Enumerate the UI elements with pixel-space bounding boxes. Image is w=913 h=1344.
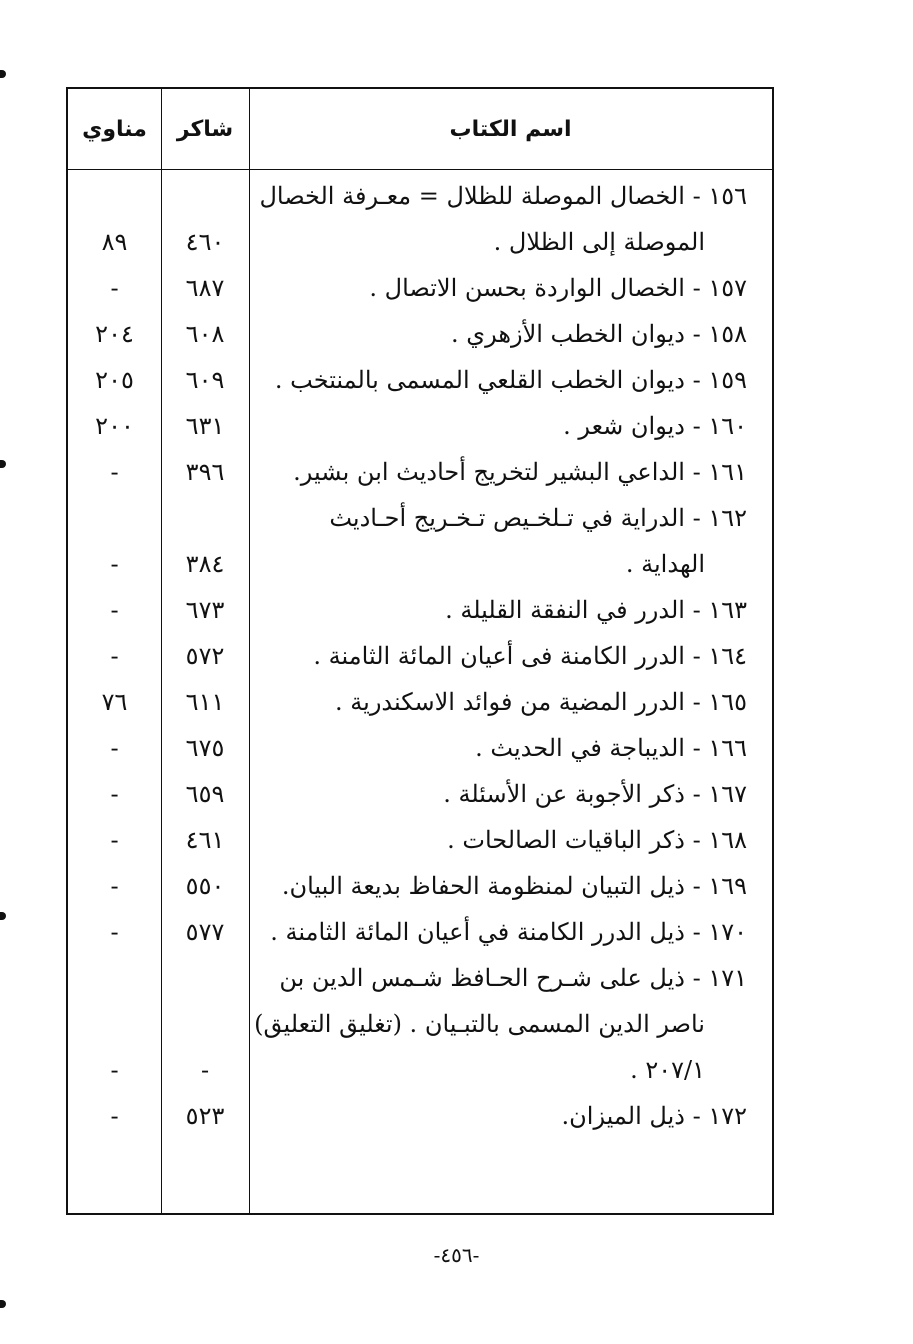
table-row bbox=[68, 173, 772, 219]
book-name-cell: ١٧١ - ذيل على شـرح الحـافظ شـمس الدين بن bbox=[279, 964, 747, 992]
shakir-cell: ٦٥٩ bbox=[185, 780, 225, 808]
manawi-cell: ٧٦ bbox=[101, 688, 128, 716]
shakir-cell: ٤٦٠ bbox=[185, 228, 225, 256]
manawi-cell: - bbox=[110, 1056, 119, 1084]
manawi-cell: - bbox=[110, 918, 119, 946]
table-row bbox=[68, 863, 772, 909]
book-name-cell: ١٦٢ - الدراية في تـلخـيص تـخـريج أحـاديث bbox=[329, 504, 747, 532]
header-manawi: مناوي bbox=[82, 116, 147, 142]
scan-edge-mark bbox=[0, 460, 6, 468]
table-row bbox=[68, 725, 772, 771]
shakir-cell bbox=[161, 173, 249, 219]
scan-edge-mark bbox=[0, 70, 6, 78]
manawi-cell: - bbox=[110, 642, 119, 670]
shakir-cell bbox=[161, 1001, 249, 1047]
table-row bbox=[68, 357, 772, 403]
table-row bbox=[68, 449, 772, 495]
shakir-cell: ٥٧٢ bbox=[185, 642, 225, 670]
manawi-cell: ٢٠٥ bbox=[95, 366, 134, 394]
manawi-cell: ٢٠٤ bbox=[95, 320, 134, 348]
table-row bbox=[68, 1047, 772, 1093]
table-row bbox=[68, 265, 772, 311]
table-row bbox=[68, 955, 772, 1001]
shakir-cell: ٣٩٦ bbox=[185, 458, 225, 486]
book-name-cell: الموصلة إلى الظلال . bbox=[493, 228, 705, 256]
shakir-cell: ٦٠٨ bbox=[185, 320, 225, 348]
book-name-cell: ١٦٥ - الدرر المضية من فوائد الاسكندرية . bbox=[335, 688, 747, 716]
table-row bbox=[68, 771, 772, 817]
table-row bbox=[68, 403, 772, 449]
book-name-cell: ١٥٧ - الخصال الواردة بحسن الاتصال . bbox=[369, 274, 747, 302]
shakir-cell: - bbox=[200, 1056, 210, 1084]
shakir-cell: ٥٢٣ bbox=[185, 1102, 225, 1130]
header-shakir: شاكر bbox=[176, 116, 234, 142]
manawi-cell bbox=[68, 955, 161, 1001]
book-name-cell: الهداية . bbox=[625, 550, 705, 578]
books-table bbox=[66, 87, 774, 1215]
table-row bbox=[68, 541, 772, 587]
book-name-cell: ١٦٤ - الدرر الكامنة فى أعيان المائة الثامنة . bbox=[313, 642, 747, 670]
shakir-cell: ٤٦١ bbox=[185, 826, 225, 854]
header-book-name: اسم الكتاب bbox=[449, 116, 572, 142]
book-name-cell: ١٦٩ - ذيل التبيان لمنظومة الحفاظ بديعة البيان. bbox=[281, 872, 747, 900]
manawi-cell: - bbox=[110, 872, 119, 900]
shakir-cell: ٦٧٥ bbox=[185, 734, 225, 762]
book-name-cell: ١٦٠ - ديوان شعر . bbox=[563, 412, 747, 440]
manawi-cell: - bbox=[110, 734, 119, 762]
book-name-cell: ٢٠٧/١ . bbox=[630, 1056, 705, 1084]
page-number: -٤٥٦- bbox=[433, 1243, 480, 1267]
shakir-cell bbox=[161, 955, 249, 1001]
table-row bbox=[68, 495, 772, 541]
manawi-cell bbox=[68, 173, 161, 219]
shakir-cell bbox=[161, 495, 249, 541]
table-row bbox=[68, 679, 772, 725]
manawi-cell: - bbox=[110, 596, 119, 624]
book-name-cell: ١٦٦ - الديباجة في الحديث . bbox=[475, 734, 747, 762]
manawi-cell: - bbox=[110, 780, 119, 808]
book-name-cell: ١٧٠ - ذيل الدرر الكامنة في أعيان المائة الثامنة . bbox=[270, 918, 747, 946]
manawi-cell bbox=[68, 1001, 161, 1047]
table-row bbox=[68, 219, 772, 265]
book-name-cell: ١٥٩ - ديوان الخطب القلعي المسمى بالمنتخب . bbox=[274, 366, 747, 394]
table-row bbox=[68, 909, 772, 955]
scan-edge-mark bbox=[0, 912, 6, 920]
table-row bbox=[68, 587, 772, 633]
table-row bbox=[68, 633, 772, 679]
scan-edge-mark bbox=[0, 1300, 6, 1308]
shakir-cell: ٦٨٧ bbox=[185, 274, 225, 302]
manawi-cell bbox=[68, 495, 161, 541]
table-row bbox=[68, 817, 772, 863]
table-row bbox=[68, 311, 772, 357]
shakir-cell: ٦٣١ bbox=[185, 412, 225, 440]
book-name-cell: ناصر الدين المسمى بالتبـيان . (تغليق التعليق) bbox=[254, 1010, 705, 1038]
manawi-cell: ٨٩ bbox=[101, 228, 128, 256]
shakir-cell: ٦٠٩ bbox=[185, 366, 225, 394]
shakir-cell: ٦٧٣ bbox=[185, 596, 225, 624]
book-name-cell: ١٦٧ - ذكر الأجوبة عن الأسئلة . bbox=[443, 780, 747, 808]
shakir-cell: ٣٨٤ bbox=[185, 550, 225, 578]
manawi-cell: - bbox=[110, 458, 119, 486]
table-row bbox=[68, 1093, 772, 1139]
book-name-cell: ١٥٨ - ديوان الخطب الأزهري . bbox=[451, 320, 747, 348]
book-name-cell: ١٥٦ - الخصال الموصلة للظلال = معـرفة الخصال bbox=[259, 182, 747, 210]
book-name-cell: ١٦٣ - الدرر في النفقة القليلة . bbox=[445, 596, 747, 624]
manawi-cell: - bbox=[110, 1102, 119, 1130]
manawi-cell: - bbox=[110, 550, 119, 578]
shakir-cell: ٥٧٧ bbox=[185, 918, 225, 946]
header-divider bbox=[68, 169, 772, 170]
book-name-cell: ١٦١ - الداعي البشير لتخريج أحاديث ابن بشير. bbox=[293, 458, 747, 486]
shakir-cell: ٥٥٠ bbox=[185, 872, 225, 900]
table-row bbox=[68, 1001, 772, 1047]
manawi-cell: - bbox=[110, 826, 119, 854]
shakir-cell: ٦١١ bbox=[185, 688, 225, 716]
book-name-cell: ١٦٨ - ذكر الباقيات الصالحات . bbox=[447, 826, 747, 854]
manawi-cell: - bbox=[110, 274, 119, 302]
manawi-cell: ٢٠٠ bbox=[95, 412, 134, 440]
book-name-cell: ١٧٢ - ذيل الميزان. bbox=[561, 1102, 747, 1130]
